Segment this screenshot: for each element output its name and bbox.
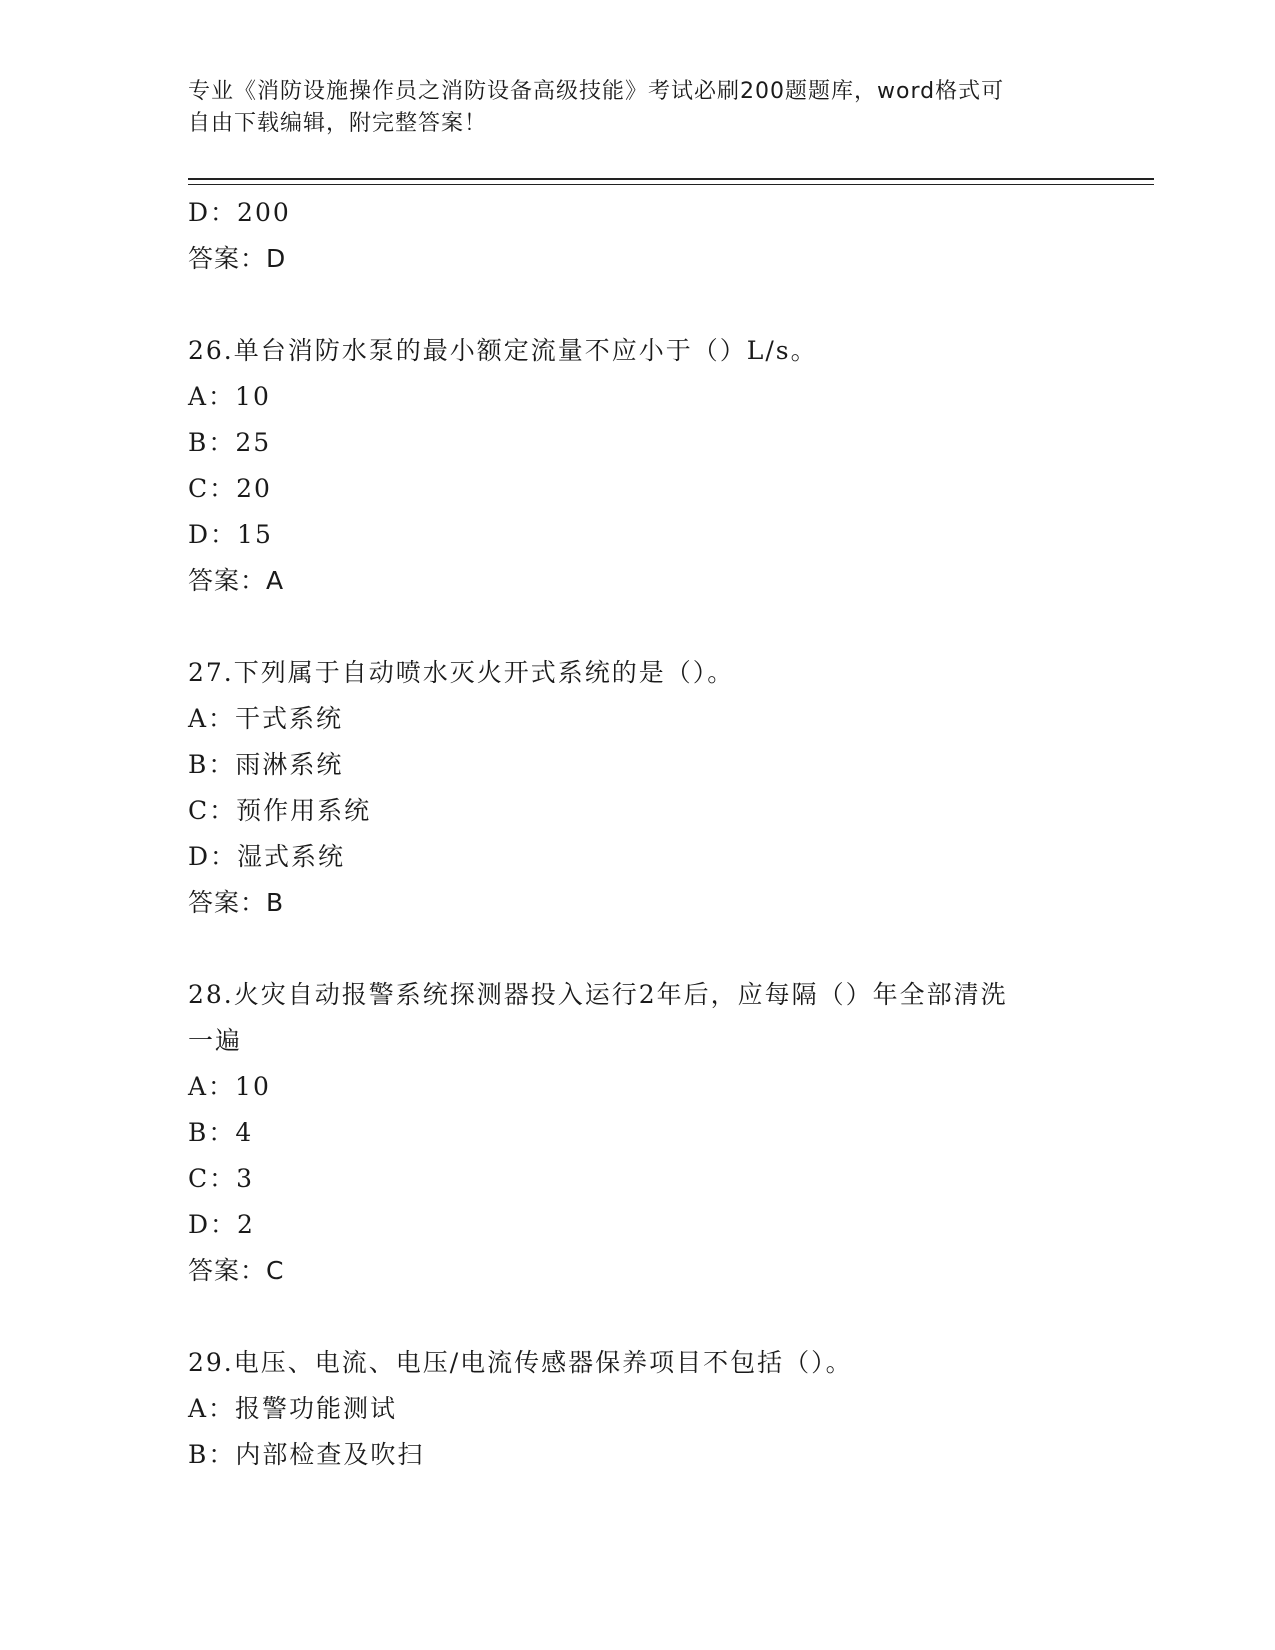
question-stem: 27.下列属于自动喷水灭火开式系统的是（）。 <box>188 658 735 687</box>
option-b: B：25 <box>188 428 272 457</box>
option-c: C：20 <box>188 474 272 503</box>
header-title-line-2: 自由下载编辑，附完整答案！ <box>188 111 488 136</box>
spacer <box>188 1294 1088 1340</box>
header-divider-thick <box>188 178 1154 180</box>
answer: 答案：B <box>188 888 285 917</box>
question-28 <box>188 972 1088 1294</box>
question-stem: 26.单台消防水泵的最小额定流量不应小于（）L/s。 <box>188 336 818 365</box>
question-27 <box>188 650 1088 926</box>
question-26 <box>188 328 1088 604</box>
header-title-line-1: 专业《消防设施操作员之消防设备高级技能》考试必刷200题题库，word格式可 <box>188 79 1005 104</box>
option-c: C：3 <box>188 1164 255 1193</box>
question-stem-line-2: 一遍 <box>188 1026 243 1055</box>
document-header <box>188 76 1088 140</box>
spacer <box>188 282 1088 328</box>
option-a: A：干式系统 <box>188 704 344 733</box>
question-list <box>188 190 1088 1478</box>
header-divider-thin <box>188 184 1154 185</box>
option-d: D：2 <box>188 1210 255 1239</box>
answer: 答案：A <box>188 566 285 595</box>
spacer <box>188 604 1088 650</box>
question-stem-line-1: 28.火灾自动报警系统探测器投入运行2年后，应每隔（）年全部清洗 <box>188 980 1008 1009</box>
option-a: A：10 <box>188 1072 271 1101</box>
option-a: A：10 <box>188 382 271 411</box>
answer: 答案：C <box>188 1256 285 1285</box>
option-b: B：雨淋系统 <box>188 750 344 779</box>
option-b: B：4 <box>188 1118 254 1147</box>
prev-question-option-d: D：200 <box>188 198 291 227</box>
option-c: C：预作用系统 <box>188 796 372 825</box>
option-b: B：内部检查及吹扫 <box>188 1440 425 1469</box>
question-29 <box>188 1340 1088 1478</box>
option-d: D：15 <box>188 520 273 549</box>
option-d: D：湿式系统 <box>188 842 346 871</box>
spacer <box>188 926 1088 972</box>
prev-question-answer: 答案：D <box>188 244 287 273</box>
question-stem: 29.电压、电流、电压/电流传感器保养项目不包括（）。 <box>188 1348 853 1377</box>
option-a: A：报警功能测试 <box>188 1394 398 1423</box>
